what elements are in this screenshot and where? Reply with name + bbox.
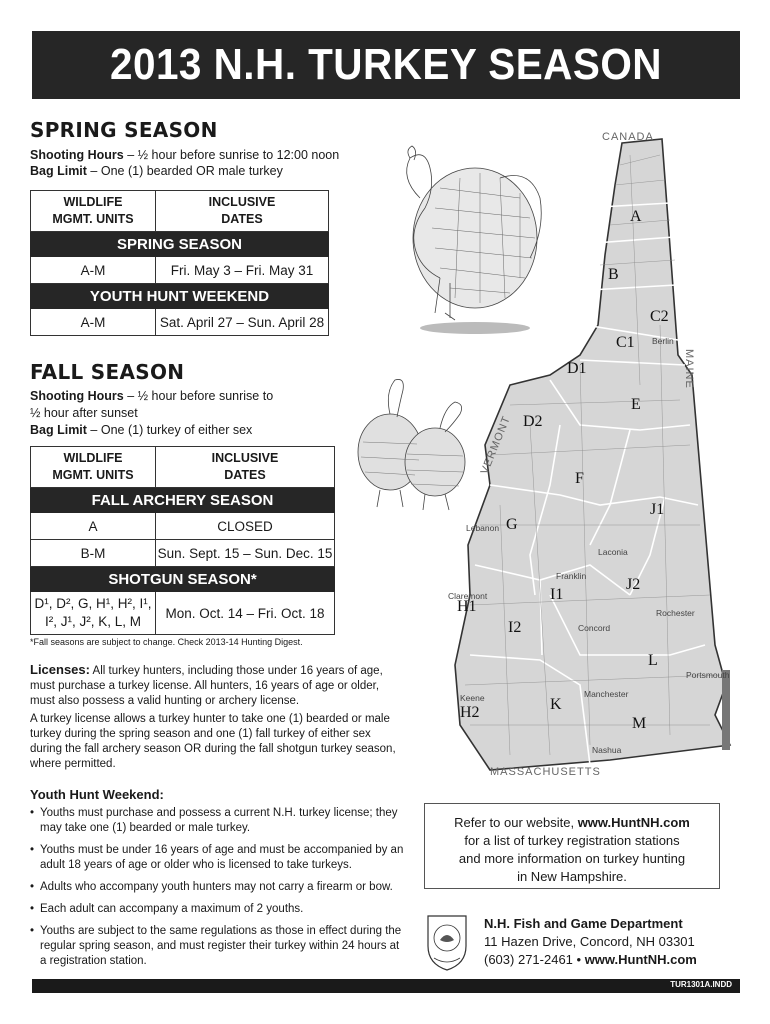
spring-hours-text: – ½ hour before sunrise to 12:00 noon (123, 148, 340, 162)
archery-row2-dates: Sun. Sept. 15 – Sun. Dec. 15 (156, 540, 335, 567)
licenses-paragraph (30, 662, 398, 709)
unit-label-h1: H1 (457, 598, 477, 615)
fall-bag-label: Bag Limit (30, 423, 87, 437)
unit-label-m: M (632, 715, 647, 732)
youth-rule-item: • Youths are subject to the same regulations as those in effect during the regular spring season, and must register their turkey within 24 hours at a registration station. (30, 924, 405, 969)
youth-rule-item: • Youths must purchase and possess a current N.H. turkey license; they may take one (1) bearded or male turkey. (30, 806, 405, 836)
spring-col1-a: WILDLIFE (63, 195, 123, 209)
youth-hunt-band: YOUTH HUNT WEEKEND (31, 284, 329, 309)
fall-hours-text: – ½ hour before sunrise to (123, 389, 274, 403)
nh-wildlife-units-map (430, 125, 745, 775)
fall-bag-text: – One (1) turkey of either sex (86, 423, 253, 437)
town-label-portsmouth: Portsmouth (686, 670, 730, 680)
unit-label-k: K (550, 696, 562, 713)
youth-hunt-list (30, 806, 405, 976)
unit-label-i1: I1 (550, 586, 564, 603)
licenses-label: Licenses: (30, 662, 90, 677)
town-label-keene: Keene (460, 693, 485, 703)
fall-col2-b: DATES (224, 468, 266, 482)
page-title: 2013 N.H. TURKEY SEASON (109, 40, 662, 89)
town-label-laconia: Laconia (598, 547, 628, 557)
archery-row1-units: A (31, 513, 156, 540)
vermont-label: VERMONT (478, 414, 514, 477)
unit-label-a: A (630, 208, 642, 225)
refer-text: Refer to our website, (454, 815, 578, 830)
youth-rule-item: • Youths must be under 16 years of age and must be accompanied by an adult 18 years of age or older who is licensed to take turkeys. (30, 843, 405, 873)
department-name: N.H. Fish and Game Department (484, 916, 683, 931)
town-label-concord: Concord (578, 623, 611, 633)
unit-label-j2: J2 (626, 576, 641, 593)
youth-row-units: A-M (31, 309, 156, 336)
archery-row1-dates: CLOSED (156, 513, 335, 540)
shotgun-row-units (31, 592, 156, 635)
archery-row2-units: B-M (31, 540, 156, 567)
town-label-claremont: Claremont (448, 591, 488, 601)
unit-label-b: B (608, 266, 619, 283)
youth-row-dates: Sat. April 27 – Sun. April 28 (156, 309, 329, 336)
spring-col1-b: MGMT. UNITS (52, 212, 134, 226)
youth-rule-item: • Each adult can accompany a maximum of 2 youths. (30, 902, 405, 917)
spring-row-dates: Fri. May 3 – Fri. May 31 (156, 257, 329, 284)
unit-label-c2: C2 (650, 308, 669, 325)
unit-label-h2: H2 (460, 704, 480, 721)
spring-row-units: A-M (31, 257, 156, 284)
fall-season-table (30, 446, 335, 635)
license-allowance-paragraph: A turkey license allows a turkey hunter to take one (1) bearded or male turkey during the spring season and one (1) fall turkey of either sex during the fall archery season OR during the fall shotgun turkey season, where permitted. (30, 713, 396, 770)
maine-label: MAINE (683, 349, 695, 389)
fall-shooting-hours (30, 388, 273, 404)
canada-label: CANADA (602, 131, 654, 143)
website-reference-box (424, 803, 720, 889)
town-label-franklin: Franklin (556, 571, 587, 581)
title-banner (32, 31, 740, 99)
fall-col1-b: MGMT. UNITS (52, 468, 134, 482)
spring-bag-label: Bag Limit (30, 164, 87, 178)
department-phone: (603) 271-2461 • (484, 952, 585, 967)
fish-and-game-seal-icon (424, 912, 470, 972)
department-phone-web (484, 951, 697, 969)
fall-col-dates-header (156, 447, 335, 488)
unit-label-d1: D1 (567, 360, 587, 377)
unit-label-i2: I2 (508, 619, 522, 636)
fall-col1-a: WILDLIFE (63, 451, 123, 465)
refer-website-link[interactable]: www.HuntNH.com (577, 815, 690, 830)
shotgun-units-b: I², J¹, J², K, L, M (44, 614, 141, 629)
spring-heading: SPRING SEASON (30, 118, 218, 142)
unit-label-e: E (631, 396, 641, 413)
fall-hours-text-2: ½ hour after sunset (30, 406, 138, 420)
unit-label-l: L (648, 652, 658, 669)
youth-rule-item: • Adults who accompany youth hunters may not carry a firearm or bow. (30, 880, 405, 895)
shotgun-season-band: SHOTGUN SEASON* (31, 567, 335, 592)
spring-bag-limit (30, 163, 283, 179)
shotgun-row-dates: Mon. Oct. 14 – Fri. Oct. 18 (156, 592, 335, 635)
spring-bag-text: – One (1) bearded OR male turkey (86, 164, 283, 178)
department-address: 11 Hazen Drive, Concord, NH 03301 (484, 934, 695, 949)
fall-col-units-header (31, 447, 156, 488)
town-label-manchester: Manchester (584, 689, 629, 699)
spring-shooting-hours (30, 147, 339, 163)
unit-label-c1: C1 (616, 334, 635, 351)
town-label-rochester: Rochester (656, 608, 695, 618)
refer-line-4: in New Hampshire. (517, 869, 627, 884)
fall-footnote: *Fall seasons are subject to change. Check 2013-14 Hunting Digest. (30, 637, 303, 647)
spring-col-units-header (31, 191, 156, 232)
refer-line-3: and more information on turkey hunting (458, 851, 686, 866)
spring-season-table (30, 190, 329, 336)
unit-label-g: G (506, 516, 518, 533)
spring-col2-b: DATES (221, 212, 263, 226)
department-website-link[interactable]: www.HuntNH.com (584, 952, 697, 967)
spring-col2-a: INCLUSIVE (208, 195, 276, 209)
footer-code: TUR1301A.INDD (670, 980, 732, 989)
spring-col-dates-header (156, 191, 329, 232)
unit-label-j1: J1 (650, 501, 665, 518)
refer-line-1 (425, 814, 719, 832)
refer-line-2: for a list of turkey registration stations (464, 833, 680, 848)
town-label-nashua: Nashua (592, 745, 622, 755)
town-label-berlin: Berlin (652, 336, 674, 346)
shotgun-units-a: D¹, D², G, H¹, H², I¹, (34, 596, 152, 611)
department-contact (484, 915, 697, 969)
licenses-text: All turkey hunters, including those under 16 years of age, must purchase a turkey license. All hunters, 16 years of age or older, must also possess a valid hunting or archery license. (30, 665, 383, 707)
fall-bag-limit (30, 422, 252, 438)
unit-label-f: F (575, 470, 584, 487)
footer-bar (32, 979, 740, 993)
spring-season-band: SPRING SEASON (31, 232, 329, 257)
unit-label-d2: D2 (523, 413, 543, 430)
fall-archery-band: FALL ARCHERY SEASON (31, 488, 335, 513)
spring-hours-label: Shooting Hours (30, 148, 124, 162)
youth-hunt-heading: Youth Hunt Weekend: (30, 787, 164, 802)
fall-heading: FALL SEASON (30, 360, 185, 384)
fall-col2-a: INCLUSIVE (211, 451, 279, 465)
town-label-lebanon: Lebanon (466, 523, 500, 533)
massachusetts-label: MASSACHUSETTS (490, 766, 601, 775)
fall-hours-label: Shooting Hours (30, 389, 124, 403)
